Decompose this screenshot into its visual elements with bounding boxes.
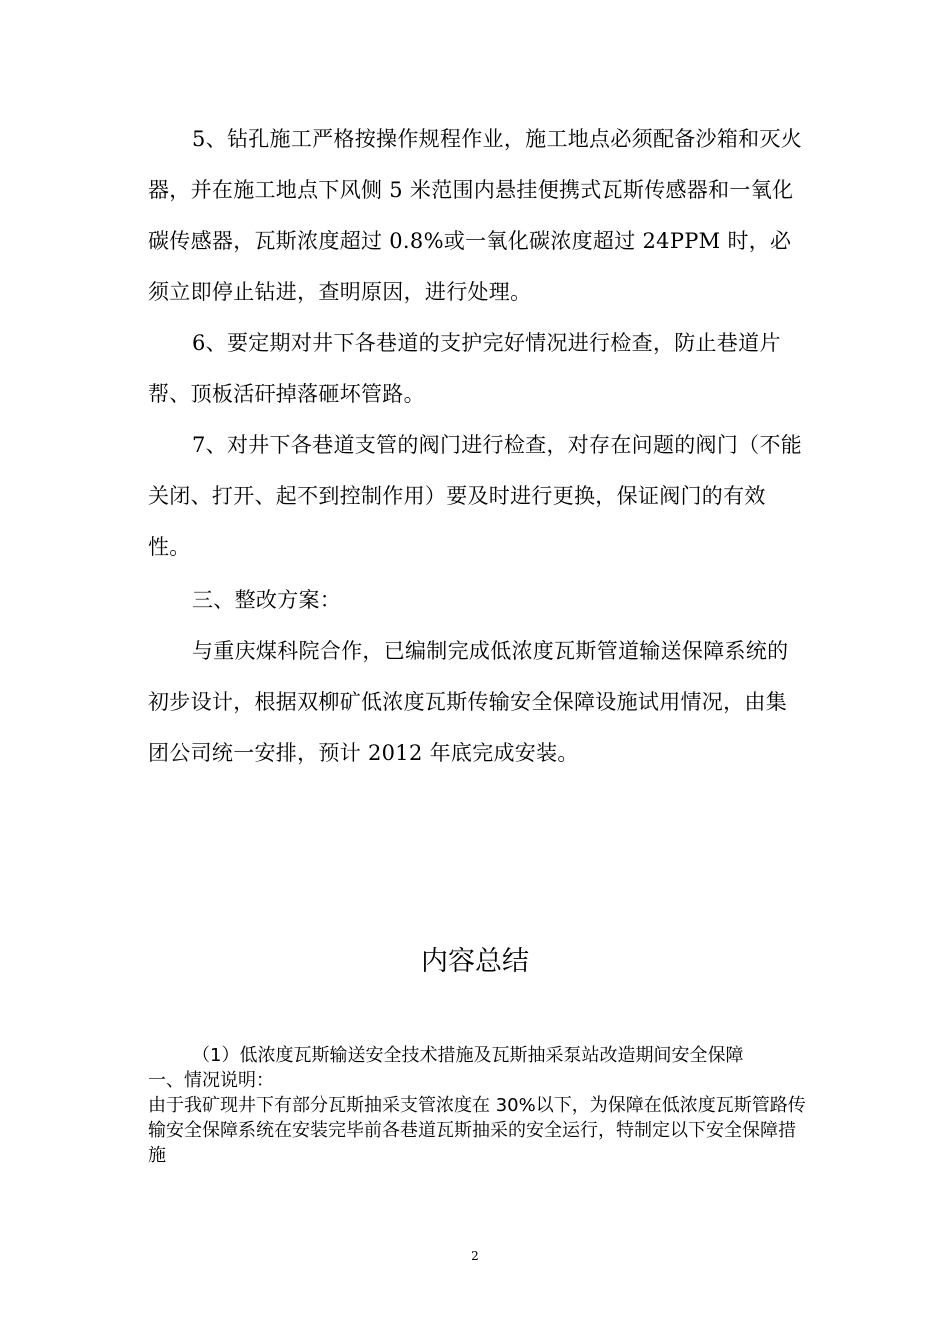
summary-section-heading: 一、情况说明： [148,1070,274,1091]
page-number: 2 [471,1249,479,1263]
paragraph-item-6: 6、要定期对井下各巷道的支护完好情况进行检查，防止巷道片帮、顶板活矸掉落砸坏管路。 [148,331,781,406]
summary-item-1: （1）低浓度瓦斯输送安全技术措施及瓦斯抽采泵站改造期间安全保障 [192,1045,744,1066]
summary-block [148,1043,808,1168]
rectification-plan-body: 与重庆煤科院合作，已编制完成低浓度瓦斯管道输送保障系统的初步设计，根据双柳矿低浓度瓦斯传输安全保障设施试用情况，由集团公司统一安排，预计 2012 年底完成安装。 [148,639,789,765]
paragraph-item-7: 7、对井下各巷道支管的阀门进行检查，对存在问题的阀门（不能关闭、打开、起不到控制作用）要及时进行更换，保证阀门的有效性。 [148,433,803,559]
rectification-plan-heading: 三、整改方案： [192,588,342,612]
paragraph-item-5: 5、钻孔施工严格按操作规程作业，施工地点必须配备沙箱和灭火器，并在施工地点下风侧 5 米范围内悬挂便携式瓦斯传感器和一氧化碳传感器，瓦斯浓度超过 0.8%或一氧化碳浓度超过 24PPM 时，必须立即停止钻进，查明原因，进行处理。 [148,127,803,304]
summary-section-body: 由于我矿现井下有部分瓦斯抽采支管浓度在 30%以下，为保障在低浓度瓦斯管路传输安全保障系统在安装完毕前各巷道瓦斯抽采的安全运行，特制定以下安全保障措施 [148,1095,806,1166]
summary-title: 内容总结 [421,946,529,977]
